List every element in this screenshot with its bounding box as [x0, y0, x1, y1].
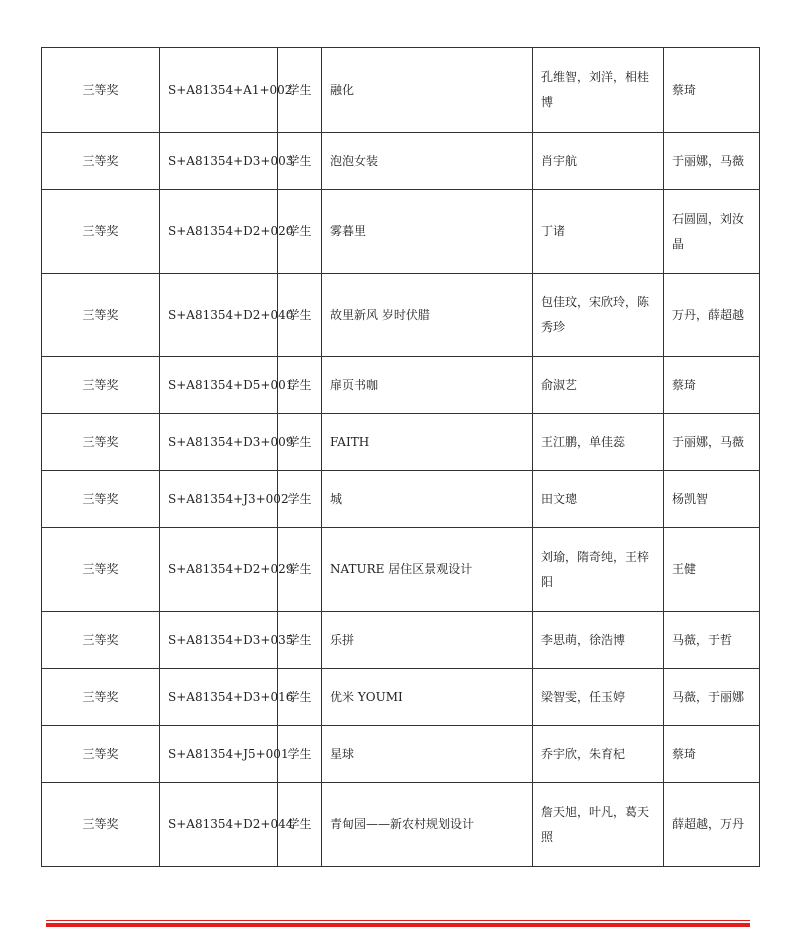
entry-type-cell: 学生	[278, 783, 322, 867]
authors-cell: 包佳玟，宋欣玲，陈秀珍	[533, 274, 664, 357]
advisors-cell: 蔡琦	[664, 357, 760, 414]
award-level-cell: 三等奖	[42, 528, 160, 612]
entry-type-cell: 学生	[278, 471, 322, 528]
entry-code-cell: S+A81354+D3+009	[160, 414, 278, 471]
entry-code-cell: S+A81354+D2+044	[160, 783, 278, 867]
advisors-cell: 薛超越，万丹	[664, 783, 760, 867]
award-level-cell: 三等奖	[42, 726, 160, 783]
work-title-cell: 城	[322, 471, 533, 528]
award-level-cell: 三等奖	[42, 414, 160, 471]
footer-red-rule	[46, 920, 750, 921]
entry-type-cell: 学生	[278, 274, 322, 357]
entry-code-cell: S+A81354+D2+040	[160, 274, 278, 357]
advisors-cell: 石圆圆，刘汝晶	[664, 190, 760, 274]
work-title-cell: 故里新风 岁时伏腊	[322, 274, 533, 357]
advisors-cell: 王健	[664, 528, 760, 612]
table-row	[42, 612, 760, 669]
work-title-cell: 乐拼	[322, 612, 533, 669]
entry-code-cell: S+A81354+A1+002	[160, 48, 278, 133]
authors-cell: 王江鹏，单佳蕊	[533, 414, 664, 471]
footer-red-rule-thick	[46, 923, 750, 927]
advisors-cell: 于丽娜，马薇	[664, 414, 760, 471]
advisors-cell: 万丹，薛超越	[664, 274, 760, 357]
table-row	[42, 783, 760, 867]
entry-type-cell: 学生	[278, 133, 322, 190]
entry-type-cell: 学生	[278, 414, 322, 471]
advisors-cell: 杨凯智	[664, 471, 760, 528]
award-level-cell: 三等奖	[42, 274, 160, 357]
work-title-cell: 星球	[322, 726, 533, 783]
entry-code-cell: S+A81354+D2+020	[160, 190, 278, 274]
advisors-cell: 于丽娜，马薇	[664, 133, 760, 190]
award-level-cell: 三等奖	[42, 471, 160, 528]
advisors-cell: 蔡琦	[664, 48, 760, 133]
award-level-cell: 三等奖	[42, 357, 160, 414]
authors-cell: 丁诸	[533, 190, 664, 274]
table-row	[42, 528, 760, 612]
table-row	[42, 726, 760, 783]
entry-type-cell: 学生	[278, 528, 322, 612]
entry-type-cell: 学生	[278, 357, 322, 414]
table-row	[42, 190, 760, 274]
advisors-cell: 蔡琦	[664, 726, 760, 783]
entry-code-cell: S+A81354+D3+003	[160, 133, 278, 190]
entry-type-cell: 学生	[278, 612, 322, 669]
table-row	[42, 357, 760, 414]
authors-cell: 田文璁	[533, 471, 664, 528]
authors-cell: 乔宇欣，朱育杞	[533, 726, 664, 783]
entry-code-cell: S+A81354+D3+016	[160, 669, 278, 726]
table-row	[42, 471, 760, 528]
award-level-cell: 三等奖	[42, 48, 160, 133]
entry-type-cell: 学生	[278, 48, 322, 133]
authors-cell: 刘瑜，隋奇纯，王梓阳	[533, 528, 664, 612]
authors-cell: 孔维智，刘洋，相桂博	[533, 48, 664, 133]
table-row	[42, 48, 760, 133]
entry-code-cell: S+A81354+D5+001	[160, 357, 278, 414]
advisors-cell: 马薇，于丽娜	[664, 669, 760, 726]
work-title-cell: 融化	[322, 48, 533, 133]
award-level-cell: 三等奖	[42, 669, 160, 726]
award-level-cell: 三等奖	[42, 612, 160, 669]
award-level-cell: 三等奖	[42, 783, 160, 867]
work-title-cell: 青甸园——新农村规划设计	[322, 783, 533, 867]
award-table	[41, 47, 760, 867]
authors-cell: 李思萌，徐浩博	[533, 612, 664, 669]
authors-cell: 詹天旭，叶凡，葛天照	[533, 783, 664, 867]
award-level-cell: 三等奖	[42, 133, 160, 190]
work-title-cell: 雾暮里	[322, 190, 533, 274]
work-title-cell: 优米 YOUMI	[322, 669, 533, 726]
table-row	[42, 274, 760, 357]
entry-code-cell: S+A81354+J3+002	[160, 471, 278, 528]
table-row	[42, 669, 760, 726]
work-title-cell: 扉页书咖	[322, 357, 533, 414]
advisors-cell: 马薇，于哲	[664, 612, 760, 669]
authors-cell: 俞淑艺	[533, 357, 664, 414]
authors-cell: 梁智雯，任玉婷	[533, 669, 664, 726]
entry-type-cell: 学生	[278, 726, 322, 783]
award-level-cell: 三等奖	[42, 190, 160, 274]
authors-cell: 肖宇航	[533, 133, 664, 190]
table-row	[42, 414, 760, 471]
entry-code-cell: S+A81354+D3+035	[160, 612, 278, 669]
entry-type-cell: 学生	[278, 669, 322, 726]
award-table-body	[42, 48, 760, 867]
work-title-cell: FAITH	[322, 414, 533, 471]
entry-type-cell: 学生	[278, 190, 322, 274]
entry-code-cell: S+A81354+D2+029	[160, 528, 278, 612]
work-title-cell: 泡泡女装	[322, 133, 533, 190]
entry-code-cell: S+A81354+J5+001	[160, 726, 278, 783]
table-row	[42, 133, 760, 190]
work-title-cell: NATURE 居住区景观设计	[322, 528, 533, 612]
